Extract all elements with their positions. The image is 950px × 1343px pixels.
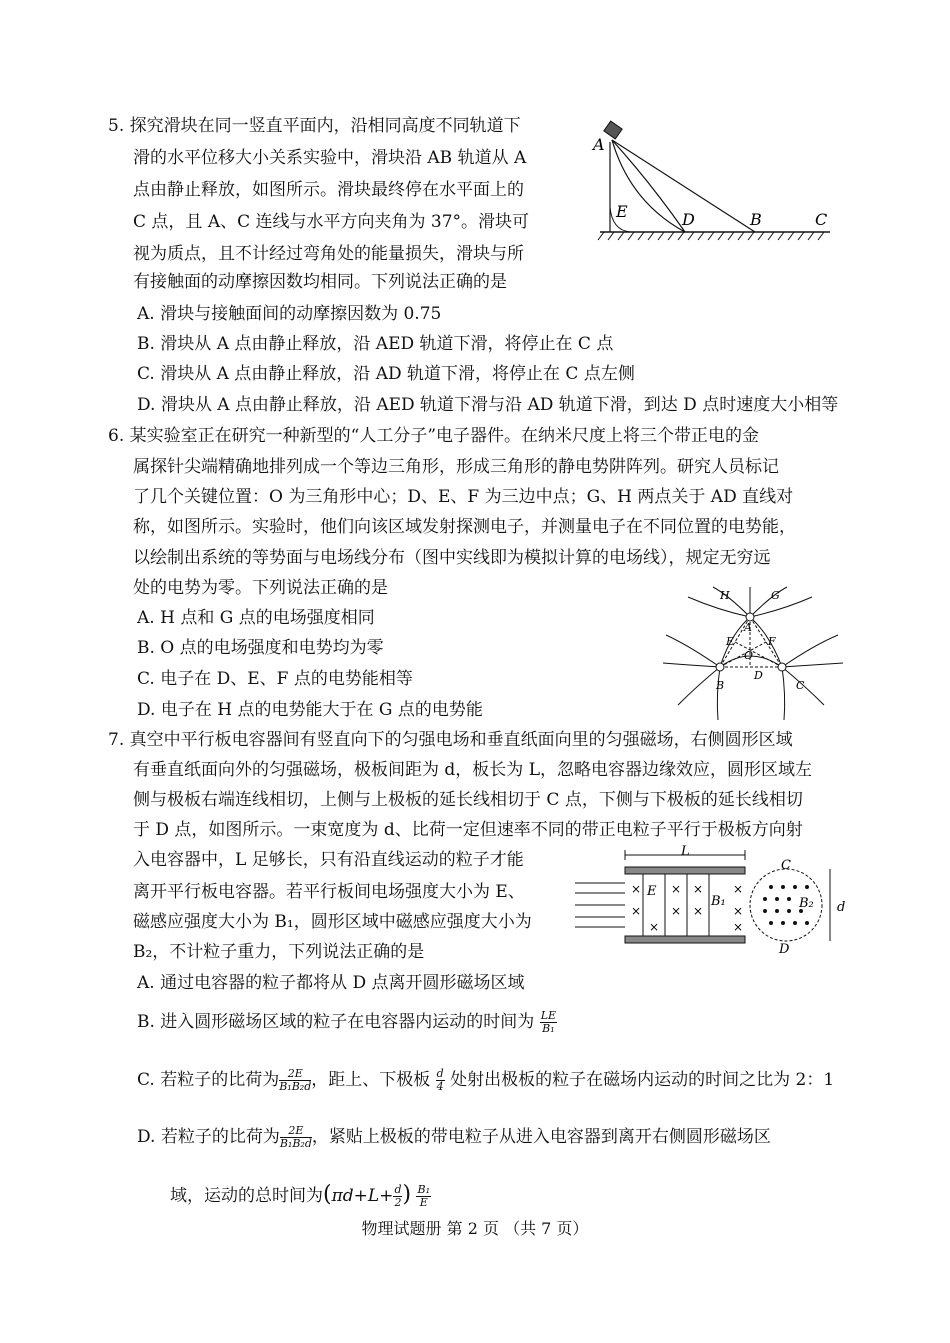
q5-label-b: B	[750, 210, 762, 229]
q5-option-b: B. 滑块从 A 点由静止释放，沿 AED 轨道下滑，将停止在 C 点	[137, 334, 614, 354]
q7-line-4: 入电容器中，L 足够长，只有沿直线运动的粒子才能	[133, 850, 524, 870]
q7-label-c: C	[781, 858, 791, 873]
svg-text:×: ×	[693, 904, 704, 918]
svg-text:×: ×	[733, 904, 744, 918]
q5-line-5: 有接触面的动摩擦因数均相同。下列说法正确的是	[133, 272, 507, 292]
q5-line-4: 视为质点，且不计经过弯角处的能量损失，滑块与所	[133, 244, 524, 264]
q6-label-f: F	[768, 635, 776, 648]
q7-label-d-width: d	[837, 900, 846, 915]
q7-option-d: D. 若粒子的比荷为 $\frac{2E}{\text{B₁B₂d}}$ ，紧贴上极板的带电粒子从进入电容器到离开右侧圆形磁场区	[137, 1124, 771, 1150]
q7-figure	[575, 845, 850, 953]
q5-figure	[590, 112, 840, 247]
q7-option-c-fraction-d4: $\frac{d}{4}$	[436, 1067, 444, 1093]
q6-label-g: G	[771, 589, 780, 602]
q7-option-c-fraction: $\frac{2E}{\text{B₁B₂d}}$	[279, 1067, 312, 1093]
q7-label-b2: B₂	[799, 896, 814, 911]
q7-option-b	[137, 1010, 557, 1035]
q6-line-0: 6. 某实验室正在研究一种新型的“人工分子”电子器件。在纳米尺度上将三个带正电的金	[108, 426, 760, 446]
q5-option-d: D. 滑块从 A 点由静止释放，沿 AED 轨道下滑与沿 AD 轨道下滑，到达 D 点时速度大小相等	[137, 395, 839, 415]
q5-line-1: 滑的水平位移大小关系实验中，滑块沿 AB 轨道从 A	[133, 148, 527, 168]
svg-text:×: ×	[649, 920, 660, 934]
q6-line-3: 称，如图所示。实验时，他们向该区域发射探测电子，并测量电子在不同位置的电势能，	[133, 517, 796, 537]
q7-line-5: 离开平行板电容器。若平行板间电场强度大小为 E、	[133, 882, 525, 902]
q5-label-a: A	[593, 135, 605, 154]
q7-label-b1: B₁	[711, 894, 726, 909]
q7-label-e: E	[647, 884, 657, 899]
q6-label-h: H	[720, 589, 730, 602]
svg-text:×: ×	[631, 882, 642, 896]
svg-text:×: ×	[733, 882, 744, 896]
svg-text:×: ×	[631, 904, 642, 918]
q5-label-c: C	[815, 210, 828, 229]
q7-option-d-fraction-b1e: $\frac{\text{B₁}}{E}$	[417, 1183, 430, 1209]
q6-label-e: E	[726, 635, 735, 648]
q7-option-d-continued: 域，运动的总时间为(πd+L+ $\frac{d}{2}$ ) $\frac{\text{B₁}}{E}$	[170, 1182, 430, 1209]
q7-line-0: 7. 真空中平行板电容器间有竖直向下的匀强电场和垂直纸面向里的匀强磁场，右侧圆形区域	[108, 730, 793, 750]
q6-label-c: C	[796, 679, 805, 692]
q7-line-1: 有垂直纸面向外的匀强磁场，极板间距为 d，板长为 L，忽略电容器边缘效应，圆形区域左	[133, 760, 812, 780]
q6-label-b: B	[716, 679, 725, 692]
q7-option-a: A. 通过电容器的粒子都将从 D 点离开圆形磁场区域	[137, 973, 525, 993]
q7-line-6: 磁感应强度大小为 B₁，圆形区域中磁感应强度大小为	[133, 912, 532, 932]
q7-label-l: L	[681, 845, 690, 859]
svg-text:×: ×	[693, 882, 704, 896]
q7-option-b-text: B. 进入圆形磁场区域的粒子在电容器内运动的时间为	[137, 1012, 535, 1032]
q6-option-a: A. H 点和 G 点的电场强度相同	[137, 608, 375, 628]
q6-line-4: 以绘制出系统的等势面与电场线分布（图中实线即为模拟计算的电场线），规定无穷远	[133, 548, 771, 568]
q6-label-a: A	[744, 621, 752, 634]
q7-line-3: 于 D 点，如图所示。一束宽度为 d、比荷一定但速率不同的带正电粒子平行于极板方向射	[133, 820, 803, 840]
q5-label-d: D	[682, 210, 695, 229]
svg-text:×: ×	[671, 882, 682, 896]
q7-label-d: D	[779, 942, 790, 953]
q5-option-c: C. 滑块从 A 点由静止释放，沿 AD 轨道下滑，将停止在 C 点左侧	[137, 364, 635, 384]
q6-option-c: C. 电子在 D、E、F 点的电势能相等	[137, 669, 413, 689]
q7-line-2: 侧与极板右端连线相切，上侧与上极板的延长线相切于 C 点，下侧与下极板的延长线相切	[133, 790, 803, 810]
q7-option-d-fraction: $\frac{2E}{\text{B₁B₂d}}$	[279, 1124, 312, 1150]
q5-label-e: E	[616, 202, 628, 221]
q5-option-a: A. 滑块与接触面间的动摩擦因数为 0.75	[137, 304, 442, 324]
q6-option-d: D. 电子在 H 点的电势能大于在 G 点的电势能	[137, 700, 483, 720]
q6-label-o: O	[744, 649, 754, 662]
q7-option-c: C. 若粒子的比荷为 $\frac{2E}{\text{B₁B₂d}}$ ，距上、下极板 $\frac{d}{4}$ 处射出极板的粒子在磁场内运动的时间之比为 2：1	[137, 1067, 835, 1093]
q6-line-2: 了几个关键位置：O 为三角形中心；D、E、F 为三边中点；G、H 两点关于 AD 直线对	[133, 487, 794, 507]
q7-line-7: B₂，不计粒子重力，下列说法正确的是	[133, 942, 425, 962]
q6-label-d: D	[754, 669, 763, 682]
q5-line-0: 5. 探究滑块在同一竖直平面内，沿相同高度不同轨道下	[108, 116, 521, 136]
q5-line-2: 点由静止释放，如图所示。滑块最终停在水平面上的	[133, 180, 524, 200]
page-footer: 物理试题册 第 2 页 （共 7 页）	[361, 1219, 589, 1238]
svg-text:×: ×	[733, 920, 744, 934]
q6-figure	[658, 585, 848, 723]
svg-text:×: ×	[671, 904, 682, 918]
q6-line-5: 处的电势为零。下列说法正确的是	[133, 578, 388, 598]
q7-option-b-fraction: $\frac{LE}{\text{B₁}}$	[540, 1009, 557, 1035]
q6-option-b: B. O 点的电场强度和电势均为零	[137, 638, 384, 658]
q5-line-3: C 点，且 A、C 连线与水平方向夹角为 37°。滑块可	[133, 212, 530, 232]
q6-line-1: 属探针尖端精确地排列成一个等边三角形，形成三角形的静电势阱阵列。研究人员标记	[133, 457, 779, 477]
